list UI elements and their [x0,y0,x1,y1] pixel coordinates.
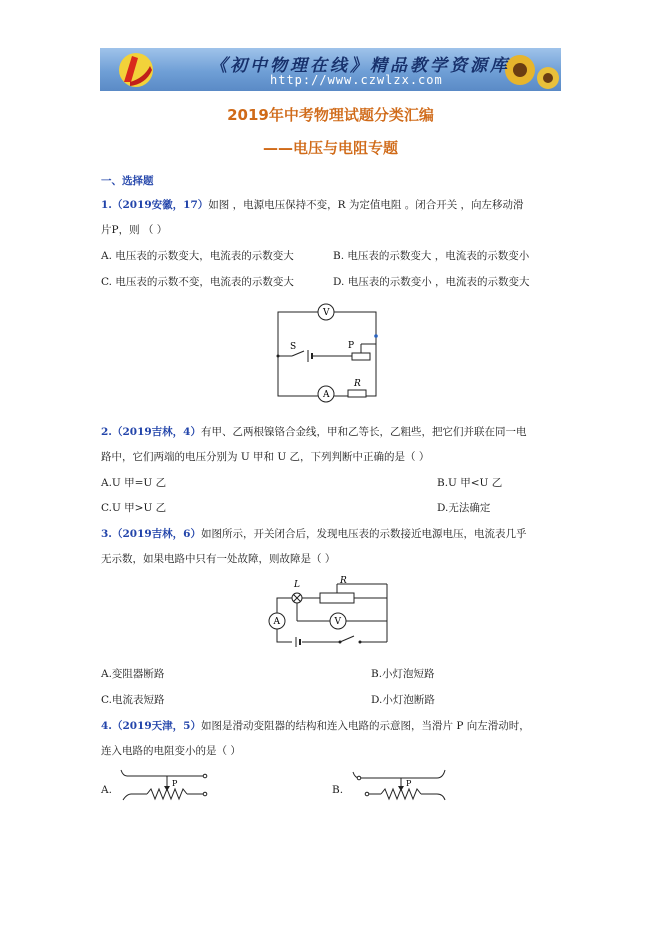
q3-option-a[interactable]: A.变阻器断路 [101,668,165,680]
q1-fig-label-r: R [354,379,361,389]
q4-fig-b-label-p: P [406,779,412,788]
q2-line1: 2.（2019吉林，4）有甲、乙两根镍铬合金线，甲和乙等长，乙粗些，把它们并联在同一电 [101,426,527,438]
q2-option-b[interactable]: B.U 甲<U 乙 [437,477,503,489]
slider-arrow-icon [164,786,170,791]
q1-line2: 片P，则 （ ） [101,224,168,236]
q1-option-a[interactable]: A. 电压表的示数变大，电流表的示数变大 [101,250,294,262]
q3-option-c[interactable]: C.电流表短路 [101,694,165,706]
resistor-icon [348,390,366,397]
q1-option-c[interactable]: C. 电压表的示数不变，电流表的示数变大 [101,276,294,288]
q4-line1: 4.（2019天津，5）如图是滑动变阻器的结构和连入电路的示意图，当滑片 P 向左滑动时， [101,720,530,732]
q1-option-b[interactable]: B. 电压表的示数变大 ，电流表的示数变小 [333,250,530,262]
q4-option-a[interactable]: A. [101,784,112,796]
q1-source: 1.（2019安徽，17） [101,199,209,211]
rheostat-icon [352,353,370,360]
q2-source: 2.（2019吉林，4） [101,426,201,438]
q3-fig-label-l: L [294,580,300,590]
q2-option-a[interactable]: A.U 甲=U 乙 [101,477,167,489]
q3-line1: 3.（2019吉林，6）如图所示，开关闭合后，发现电压表的示数接近电源电压，电流表几乎 [101,528,527,540]
q3-fig-label-v: V [334,617,341,627]
q3-fig-label-r: R [340,576,347,586]
q2-option-d[interactable]: D.无法确定 [437,502,491,514]
q4-line2: 连入电路的电阻变小的是（ ） [101,745,241,757]
q3-line2: 无示数，如果电路中只有一处故障，则故障是（ ） [101,553,336,565]
q2-option-c[interactable]: C.U 甲>U 乙 [101,502,167,514]
q1-line1: 1.（2019安徽，17）如图 ，电源电压保持不变，R 为定值电阻 。闭合开关 ，向左移动滑 [101,199,524,211]
switch-icon [340,636,354,642]
q4-figure-a [117,768,217,808]
section-heading: 一、选择题 [101,175,154,187]
q3-fig-label-a: A [273,617,280,627]
banner-url[interactable]: http://www.czwlzx.com [270,73,443,87]
q1-circuit-figure [268,300,388,408]
q1-fig-label-p: P [348,341,355,351]
q4-option-b[interactable]: B. [332,784,344,796]
q3-circuit-figure [262,576,392,654]
q1-fig-label-v: V [323,308,330,318]
q4-source: 4.（2019天津，5） [101,720,201,732]
q1-fig-label-s: S [290,342,297,352]
q4-fig-a-label-p: P [172,779,178,788]
q3-option-b[interactable]: B.小灯泡短路 [371,668,435,680]
q1-option-d[interactable]: D. 电压表的示数变小 ，电流表的示数变大 [333,276,530,288]
q4-figure-b [347,764,457,808]
slider-arrow-icon [398,786,404,791]
rheostat-icon [320,593,354,603]
banner-title: 《初中物理在线》精品教学资源库 [210,56,510,76]
q1-fig-label-a: A [323,390,330,400]
header-banner [100,48,561,91]
q2-line2: 路中，它们两端的电压分别为 U 甲和 U 乙，下列判断中正确的是（ ） [101,451,430,463]
q3-source: 3.（2019吉林，6） [101,528,201,540]
doc-title: 2019年中考物理试题分类汇编 [227,106,434,124]
doc-subtitle: ——电压与电阻专题 [262,139,398,157]
q3-option-d[interactable]: D.小灯泡断路 [371,694,435,706]
